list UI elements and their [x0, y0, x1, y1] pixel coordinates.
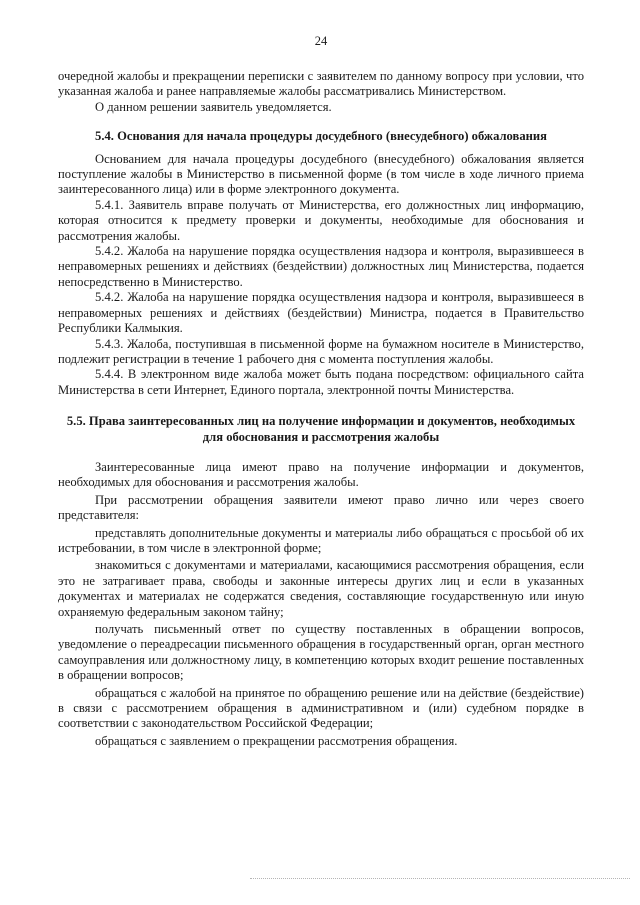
paragraph-5-5-rights: Заинтересованные лица имеют право на получение информации и документов, необходимых для обоснования и рассмотрения жалобы.: [58, 459, 584, 490]
list-item-submit-documents: представлять дополнительные документы и материалы либо обращаться с просьбой об их истребовании, в том числе в электронной форме;: [58, 525, 584, 555]
list-item-receive-answer: получать письменный ответ по существу поставленных в обращении вопросов, уведомление о переадресации письменного обращения в государственный орган, орган местного самоуправления или должностному лицу, в компетенцию которых входит решение поставленных в обращении вопросов;: [58, 622, 584, 683]
section-heading-5-5: 5.5. Права заинтересованных лиц на получение информации и документов, необходимых для обоснования и рассмотрения жалобы: [66, 414, 576, 444]
page-number: 24: [314, 34, 328, 48]
intro-paragraph: очередной жалобы и прекращении переписки с заявителем по данному вопросу при условии, что указанная жалоба и ранее направляемые жалобы рассматривались Министерством.: [58, 69, 584, 99]
section-heading-5-4: 5.4. Основания для начала процедуры досудебного (внесудебного) обжалования: [95, 129, 547, 144]
intro-notice-paragraph: О данном решении заявитель уведомляется.: [95, 99, 332, 114]
list-item-file-complaint: обращаться с жалобой на принятое по обращению решение или на действие (бездействие) в связи с рассмотрением обращения в административном и (или) судебном порядке в соответствии с законодательством Российской Федерации;: [58, 685, 584, 731]
paragraph-5-4-basis: Основанием для начала процедуры досудебного (внесудебного) обжалования является поступление жалобы в Министерство в письменной форме (в том числе в ходе личного приема заинтересованного лица) или в форме электронного документа.: [58, 151, 584, 197]
list-item-request-termination: обращаться с заявлением о прекращении рассмотрения обращения.: [95, 733, 458, 748]
paragraph-5-5-representative: При рассмотрении обращения заявители имеют право лично или через своего представителя:: [58, 492, 584, 523]
paragraph-5-4-4: 5.4.4. В электронном виде жалоба может быть подана посредством: официального сайта Министерства в сети Интернет, Единого портала, электронной почты Министерства.: [58, 367, 584, 397]
paragraph-5-4-3: 5.4.3. Жалоба, поступившая в письменной форме на бумажном носителе в Министерство, подлежит регистрации в течение 1 рабочего дня с момента поступления жалобы.: [58, 336, 584, 366]
bottom-scan-rule: [250, 878, 630, 879]
paragraph-5-4-1: 5.4.1. Заявитель вправе получать от Министерства, его должностных лиц информацию, которая относится к предмету проверки и документы, необходимые для обоснования и рассмотрения жалобы.: [58, 197, 584, 243]
paragraph-5-4-2-officials: 5.4.2. Жалоба на нарушение порядка осуществления надзора и контроля, выразившееся в неправомерных решениях и действиях (бездействии) должностных лиц Министерства, подается непосредственно в Министерство.: [58, 244, 584, 289]
paragraph-5-4-2-minister: 5.4.2. Жалоба на нарушение порядка осуществления надзора и контроля, выразившееся в неправомерных решениях и действиях (бездействии) Министра, подается в Правительство Республики Калмыкия.: [58, 290, 584, 336]
list-item-review-materials: знакомиться с документами и материалами, касающимися рассмотрения обращения, если это не затрагивает права, свободы и законные интересы других лиц и если в указанных документах и материалах не содержатся сведения, составляющие государственную или иную охраняемую федеральным законом тайну;: [58, 558, 584, 619]
